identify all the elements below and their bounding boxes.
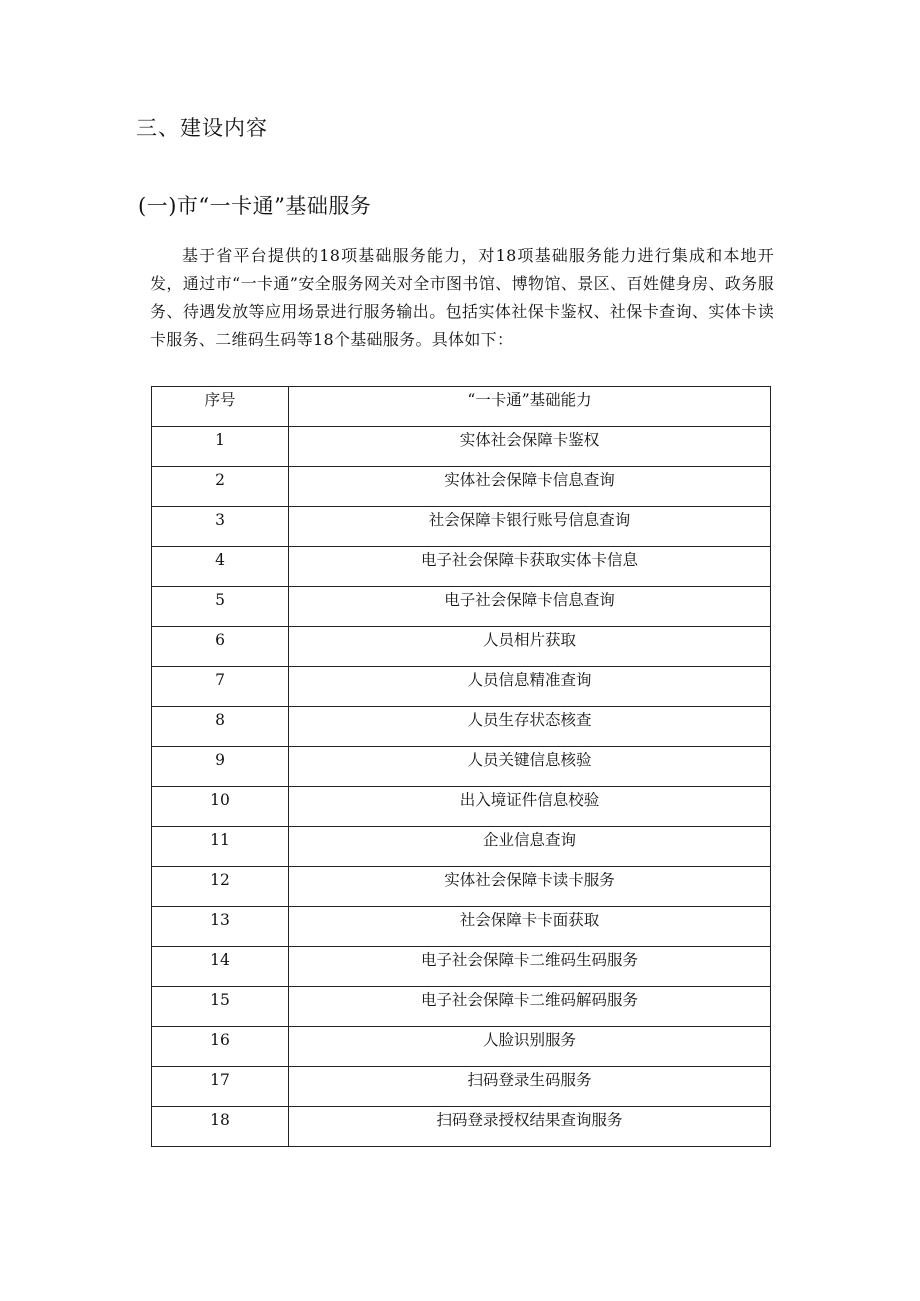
capability-cell <box>289 587 771 627</box>
capability-name: 实体社会保障卡信息查询 <box>444 471 615 489</box>
row-number-cell <box>152 1107 289 1147</box>
capability-cell <box>289 1027 771 1067</box>
table-row <box>152 747 771 787</box>
capability-cell <box>289 867 771 907</box>
row-number: 18 <box>210 1111 230 1129</box>
row-number: 6 <box>215 631 225 649</box>
row-number: 12 <box>210 871 230 889</box>
row-number: 7 <box>215 671 225 689</box>
table-body <box>152 427 771 1147</box>
capability-name: 企业信息查询 <box>482 831 576 849</box>
table-row <box>152 947 771 987</box>
capability-name: 人脸识别服务 <box>482 1031 576 1049</box>
row-number: 4 <box>215 551 225 569</box>
capability-name: 电子社会保障卡获取实体卡信息 <box>420 551 638 569</box>
capability-cell <box>289 747 771 787</box>
row-number: 14 <box>210 951 230 969</box>
capability-cell <box>289 947 771 987</box>
row-number-cell <box>152 787 289 827</box>
sub-heading: (一)市“一卡通”基础服务 <box>138 194 372 218</box>
capability-cell <box>289 1067 771 1107</box>
table-row <box>152 1107 771 1147</box>
capability-name: 出入境证件信息校验 <box>459 791 600 809</box>
table-row <box>152 667 771 707</box>
row-number-cell <box>152 427 289 467</box>
section-heading: 三、建设内容 <box>136 116 268 140</box>
row-number-cell <box>152 547 289 587</box>
row-number-cell <box>152 1027 289 1067</box>
capability-cell <box>289 1107 771 1147</box>
capability-cell <box>289 627 771 667</box>
table-row <box>152 987 771 1027</box>
table-row <box>152 427 771 467</box>
row-number-cell <box>152 827 289 867</box>
row-number: 17 <box>210 1071 230 1089</box>
capability-name: 电子社会保障卡信息查询 <box>444 591 615 609</box>
capability-cell <box>289 987 771 1027</box>
row-number: 16 <box>210 1031 230 1049</box>
row-number: 13 <box>210 911 230 929</box>
capability-name: 社会保障卡卡面获取 <box>459 911 600 929</box>
row-number-cell <box>152 1067 289 1107</box>
row-number: 9 <box>215 751 225 769</box>
table-row <box>152 507 771 547</box>
capability-name: 扫码登录授权结果查询服务 <box>436 1111 623 1129</box>
capability-cell <box>289 667 771 707</box>
capability-cell <box>289 907 771 947</box>
row-number-cell <box>152 907 289 947</box>
table-header-row <box>152 387 771 427</box>
capability-name: 实体社会保障卡读卡服务 <box>444 871 615 889</box>
row-number-cell <box>152 947 289 987</box>
row-number-cell <box>152 627 289 667</box>
intro-paragraph: 基于省平台提供的18项基础服务能力，对18项基础服务能力进行集成和本地开发，通过市“一卡通”安全服务网关对全市图书馆、博物馆、景区、百姓健身房、政务服务、待遇发放等应用场景进行服务输出。包括实体社保卡鉴权、社保卡查询、实体卡读卡服务、二维码生码等18个基础服务。具体如下： <box>150 246 774 349</box>
table-row <box>152 907 771 947</box>
capability-name: 人员关键信息核验 <box>467 751 592 769</box>
row-number: 5 <box>215 591 225 609</box>
capability-name: 社会保障卡银行账号信息查询 <box>428 511 631 529</box>
capability-cell <box>289 467 771 507</box>
row-number-cell <box>152 507 289 547</box>
row-number: 11 <box>210 831 230 849</box>
capability-cell <box>289 707 771 747</box>
table-row <box>152 587 771 627</box>
table-row <box>152 1027 771 1067</box>
table-row <box>152 547 771 587</box>
table-row <box>152 1067 771 1107</box>
table-row <box>152 787 771 827</box>
row-number-cell <box>152 987 289 1027</box>
capability-cell <box>289 507 771 547</box>
capability-name: 人员相片获取 <box>482 631 576 649</box>
capability-cell <box>289 787 771 827</box>
capability-name: 人员信息精准查询 <box>467 671 592 689</box>
capability-cell <box>289 827 771 867</box>
capability-name: 人员生存状态核查 <box>467 711 592 729</box>
table-row <box>152 467 771 507</box>
table-row <box>152 827 771 867</box>
capability-cell <box>289 427 771 467</box>
capability-name: 电子社会保障卡二维码解码服务 <box>420 991 638 1009</box>
table-row <box>152 707 771 747</box>
row-number-cell <box>152 467 289 507</box>
row-number: 2 <box>215 471 225 489</box>
capability-table <box>151 386 771 1147</box>
table-row <box>152 867 771 907</box>
capability-cell <box>289 547 771 587</box>
row-number: 3 <box>215 511 225 529</box>
row-number: 15 <box>210 991 230 1009</box>
row-number-cell <box>152 667 289 707</box>
header-capability <box>289 387 771 427</box>
header-no-label: 序号 <box>204 391 236 409</box>
row-number-cell <box>152 747 289 787</box>
header-no <box>152 387 289 427</box>
row-number-cell <box>152 587 289 627</box>
capability-name: 实体社会保障卡鉴权 <box>459 431 600 449</box>
header-capability-label: “一卡通”基础能力 <box>467 391 592 409</box>
row-number-cell <box>152 707 289 747</box>
capability-name: 扫码登录生码服务 <box>467 1071 592 1089</box>
row-number: 1 <box>215 431 225 449</box>
row-number: 10 <box>210 791 230 809</box>
row-number: 8 <box>215 711 225 729</box>
capability-name: 电子社会保障卡二维码生码服务 <box>420 951 638 969</box>
table-row <box>152 627 771 667</box>
row-number-cell <box>152 867 289 907</box>
